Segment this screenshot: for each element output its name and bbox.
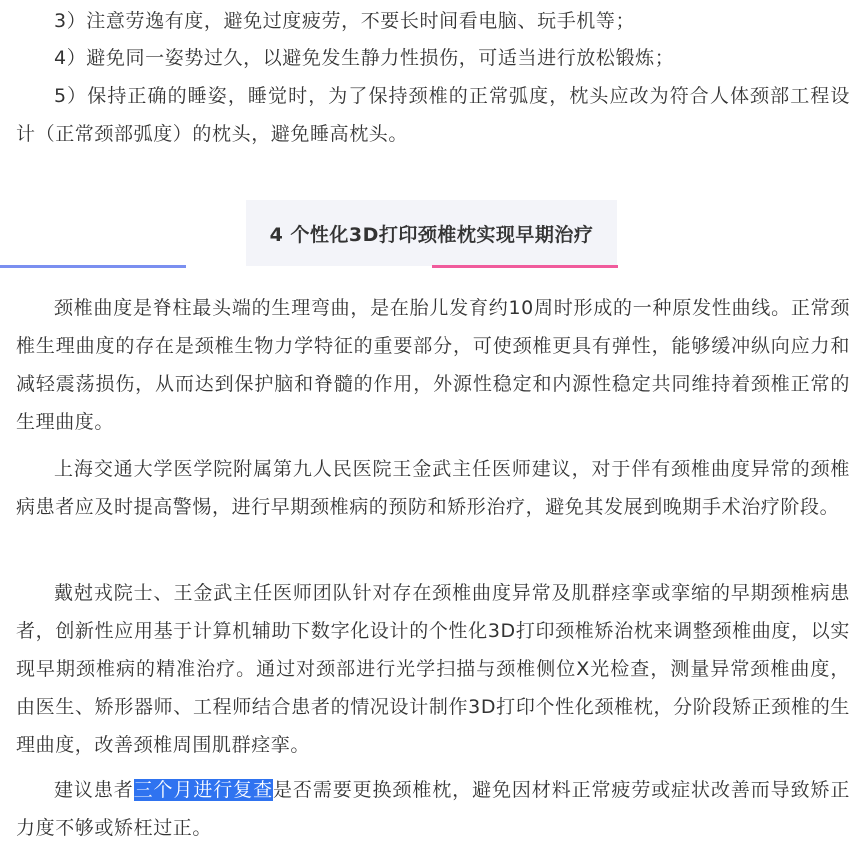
list-item-3: 3）注意劳逸有度，避免过度疲劳，不要长时间看电脑、玩手机等； xyxy=(54,10,636,32)
heading-underline-left xyxy=(0,265,186,268)
paragraph-curvature: 颈椎曲度是脊柱最头端的生理弯曲，是在胎儿发育约10周时形成的一种原发性曲线。正常颈椎生理曲度的存在是颈椎生物力学特征的重要部分，可使颈椎更具有弹性，能够缓冲纵向应力和减轻震荡损伤，从而达到保护脑和脊髓的作用，外源性稳定和内源性稳定共同维持着颈椎正常的生理曲度。 xyxy=(16,297,850,433)
followup-text-before: 建议患者 xyxy=(54,779,134,801)
followup-text-after: 是否需要更换颈椎枕，避免因材料正常疲劳或症状改善而导致矫正力度不够或矫枉过正。 xyxy=(16,779,851,839)
list-item-4: 4）避免同一姿势过久，以避免发生静力性损伤，可适当进行放松锻炼； xyxy=(54,47,675,69)
paragraph-followup xyxy=(16,771,850,847)
paragraph-team-treatment: 戴尅戎院士、王金武主任医师团队针对存在颈椎曲度异常及肌群痉挛或挛缩的早期颈椎病患者，创新性应用基于计算机辅助下数字化设计的个性化3D打印颈椎矫治枕来调整颈椎曲度，以实现早期颈椎病的精准治疗。通过对颈部进行光学扫描与颈椎侧位X光检查，测量异常颈椎曲度，由医生、矫形器师、工程师结合患者的情况设计制作3D打印个性化颈椎枕，分阶段矫正颈椎的生理曲度，改善颈椎周围肌群痉挛。 xyxy=(16,582,850,756)
section-heading-box xyxy=(246,200,617,266)
heading-underline-right xyxy=(432,265,618,268)
section-heading xyxy=(246,200,617,268)
section-heading-text: 4 个性化3D打印颈椎枕实现早期治疗 xyxy=(269,223,594,246)
paragraph-recommendation: 上海交通大学医学院附属第九人民医院王金武主任医师建议，对于伴有颈椎曲度异常的颈椎病患者应及时提高警惕，进行早期颈椎病的预防和矫形治疗，避免其发展到晚期手术治疗阶段。 xyxy=(16,458,850,518)
list-item-5: 5）保持正确的睡姿，睡觉时，为了保持颈椎的正常弧度，枕头应改为符合人体颈部工程设计（正常颈部弧度）的枕头，避免睡高枕头。 xyxy=(16,85,850,145)
selected-text[interactable]: 三个月进行复查 xyxy=(133,779,273,801)
